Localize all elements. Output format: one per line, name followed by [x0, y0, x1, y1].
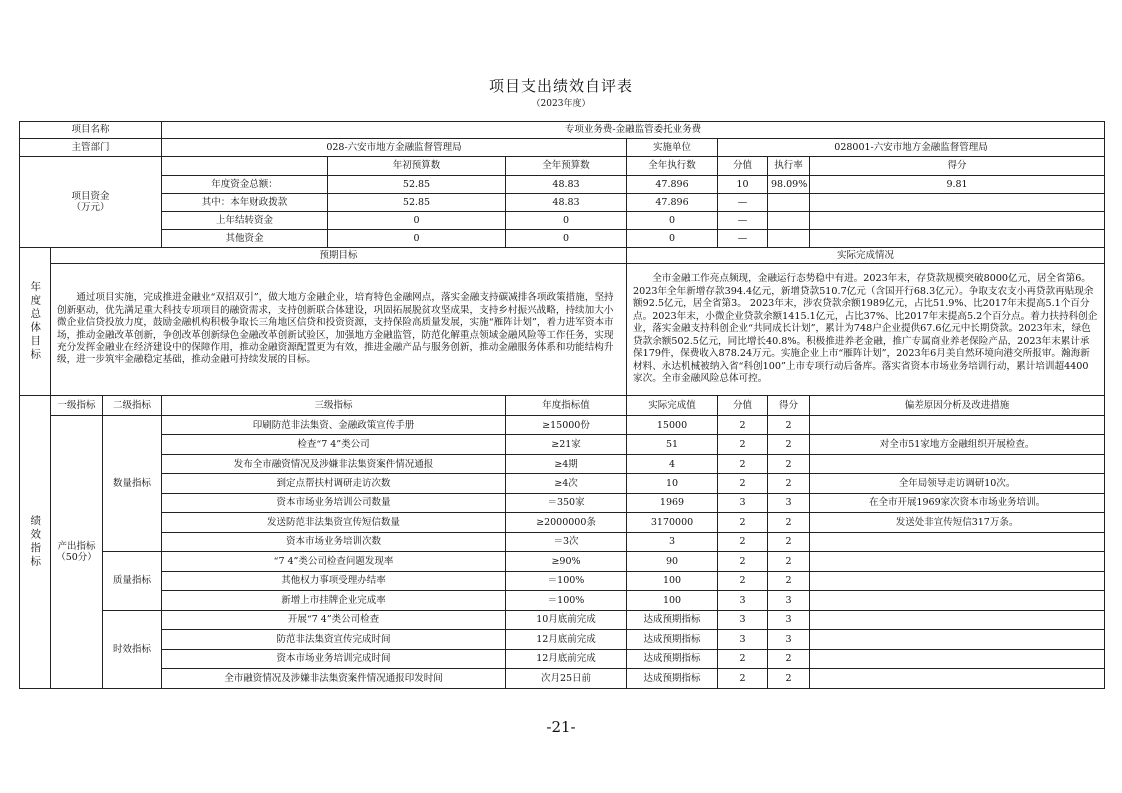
indicator-header: 偏差原因分析及改进措施	[810, 395, 1105, 415]
indicator-row	[20, 610, 1105, 629]
indicator-note	[810, 630, 1105, 649]
funds-row-label: 年度资金总额：	[162, 175, 328, 193]
funds-score-value: 10	[718, 175, 768, 193]
indicator-target: ≥4期	[506, 454, 627, 473]
indicator-points: 3	[718, 493, 768, 512]
indicator-header: 分值	[718, 395, 768, 415]
funds-annual: 48.83	[506, 175, 627, 193]
level1-indicator: 产出指标 （50分）	[51, 415, 103, 688]
indicator-target: ≥15000份	[506, 415, 627, 434]
indicator-actual: 3170000	[627, 513, 718, 532]
indicator-points: 2	[718, 552, 768, 571]
indicator-note	[810, 591, 1105, 610]
funds-initial: 52.85	[328, 193, 506, 211]
indicator-actual: 100	[627, 591, 718, 610]
indicator-note	[810, 532, 1105, 551]
indicator-points: 2	[718, 669, 768, 689]
indicator-note: 对全市51家地方金融组织开展检查。	[810, 435, 1105, 454]
funds-score	[810, 211, 1105, 229]
indicator-score: 2	[768, 532, 810, 551]
indicator-header: 得分	[768, 395, 810, 415]
indicator-header: 年度指标值	[506, 395, 627, 415]
level2-indicator: 质量指标	[103, 552, 162, 610]
indicator-points: 2	[718, 571, 768, 590]
indicator-points: 2	[718, 435, 768, 454]
indicator-actual: 3	[627, 532, 718, 551]
indicator-note	[810, 669, 1105, 689]
indicator-row	[20, 552, 1105, 571]
indicator-actual: 10	[627, 474, 718, 493]
funds-rate	[768, 230, 810, 248]
indicator-score: 3	[768, 610, 810, 629]
funds-rate	[768, 193, 810, 211]
funds-executed: 47.896	[627, 175, 718, 193]
indicator-score: 3	[768, 591, 810, 610]
level3-indicator: 到定点帮扶村调研走访次数	[162, 474, 506, 493]
level3-indicator: “7 4”类公司检查问题发现率	[162, 552, 506, 571]
page-subtitle: （2023年度）	[531, 99, 591, 109]
indicator-target: ≥21家	[506, 435, 627, 454]
indicator-target: ≥2000000条	[506, 513, 627, 532]
indicator-actual: 15000	[627, 415, 718, 434]
level3-indicator: 开展“7 4”类公司检查	[162, 610, 506, 629]
level3-indicator: 防范非法集资宣传完成时间	[162, 630, 506, 649]
funds-row-label: 其他资金	[162, 230, 328, 248]
indicator-row	[20, 474, 1105, 493]
indicator-header: 一级指标	[51, 395, 103, 415]
indicator-header: 二级指标	[103, 395, 162, 415]
indicator-note	[810, 610, 1105, 629]
indicator-note	[810, 552, 1105, 571]
funds-annual: 0	[506, 211, 627, 229]
indicator-row	[20, 649, 1105, 668]
goals-section-label: 年度总体目标	[20, 248, 51, 396]
level3-indicator: 印刷防范非法集资、金融政策宣传手册	[162, 415, 506, 434]
indicator-row	[20, 415, 1105, 434]
indicator-row	[20, 669, 1105, 689]
indicator-target: ＝100%	[506, 571, 627, 590]
expected-goal-header: 预期目标	[51, 248, 627, 264]
indicator-target: 12月底前完成	[506, 630, 627, 649]
funds-annual: 48.83	[506, 193, 627, 211]
indicator-target: ≥90%	[506, 552, 627, 571]
funds-header: 全年执行数	[627, 157, 718, 175]
level3-indicator: 新增上市挂牌企业完成率	[162, 591, 506, 610]
indicators-section-label: 绩效指标	[20, 395, 51, 688]
indicator-score: 2	[768, 415, 810, 434]
indicator-points: 3	[718, 591, 768, 610]
indicator-note: 全年局领导走访调研10次。	[810, 474, 1105, 493]
indicator-note	[810, 649, 1105, 668]
indicator-target: ＝100%	[506, 591, 627, 610]
level3-indicator: 检查“7 4”类公司	[162, 435, 506, 454]
indicator-note	[810, 454, 1105, 473]
funds-row-label: 上年结转资金	[162, 211, 328, 229]
funds-row	[20, 211, 1105, 229]
indicator-target: 10月底前完成	[506, 610, 627, 629]
funds-rate	[768, 211, 810, 229]
indicator-target: ＝3次	[506, 532, 627, 551]
funds-row	[20, 230, 1105, 248]
level3-indicator: 发送防范非法集资宣传短信数量	[162, 513, 506, 532]
indicator-actual: 100	[627, 571, 718, 590]
indicator-score: 2	[768, 513, 810, 532]
level3-indicator: 资本市场业务培训次数	[162, 532, 506, 551]
indicator-points: 2	[718, 454, 768, 473]
level3-indicator: 资本市场业务培训公司数量	[162, 493, 506, 512]
level3-indicator: 全市融资情况及涉嫌非法集资案件情况通报印发时间	[162, 669, 506, 689]
project-name-label: 项目名称	[20, 122, 162, 139]
indicator-row	[20, 532, 1105, 551]
indicator-points: 3	[718, 630, 768, 649]
funds-score: 9.81	[810, 175, 1105, 193]
funds-executed: 0	[627, 230, 718, 248]
unit-label: 实施单位	[627, 139, 718, 157]
indicator-row	[20, 630, 1105, 649]
funds-header: 得分	[810, 157, 1105, 175]
funds-score-value: —	[718, 193, 768, 211]
indicator-actual: 90	[627, 552, 718, 571]
indicator-score: 2	[768, 669, 810, 689]
funds-initial: 52.85	[328, 175, 506, 193]
indicator-row	[20, 591, 1105, 610]
funds-executed: 0	[627, 211, 718, 229]
indicator-note: 在全市开展1969家次资本市场业务培训。	[810, 493, 1105, 512]
indicator-score: 3	[768, 493, 810, 512]
funds-label: 项目资金 （万元）	[20, 157, 162, 248]
indicator-target: 12月底前完成	[506, 649, 627, 668]
indicator-row	[20, 454, 1105, 473]
level3-indicator: 发布全市融资情况及涉嫌非法集资案件情况通报	[162, 454, 506, 473]
funds-row	[20, 193, 1105, 211]
indicator-actual: 达成预期指标	[627, 630, 718, 649]
indicator-row	[20, 513, 1105, 532]
indicator-note	[810, 415, 1105, 434]
indicator-score: 3	[768, 630, 810, 649]
indicator-points: 2	[718, 415, 768, 434]
unit-value: 028001-六安市地方金融监督管理局	[718, 139, 1105, 157]
indicator-points: 2	[718, 513, 768, 532]
funds-header: 全年预算数	[506, 157, 627, 175]
funds-annual: 0	[506, 230, 627, 248]
expected-goal-text: 通过项目实施，完成推进金融业“双招双引”，做大地方金融企业，培育特色金融网点，落实金融支持碳减排各项政策措施，坚持创新驱动，优先满足重大科技专项项目的融资需求，支持创新联合体建设，巩固拓展脱贫攻坚成果，支持乡村振兴战略，持续加大小微企业信贷投放力度，鼓励金融机构积极争取长三角地区信贷和投资资源，支持保险高质量发展，实施“雁阵计划”，着力进军资本市场，推动金融改革创新，争创改革创新绿色金融改革创新试验区，加强地方金融监管，防范化解重点领域金融风险等工作任务，实现充分发挥金融业在经济建设中的保障作用，推动金融资源配置更为有效，推进金融产品与服务创新，推动金融服务体系和功能结构升级，进一步筑牢金融稳定基础，推动金融可持续发展的目标。	[51, 264, 627, 395]
actual-result-header: 实际完成情况	[627, 248, 1105, 264]
funds-header-blank	[162, 157, 328, 175]
actual-result-text: 全市金融工作亮点频现，金融运行态势稳中有进。2023年末，存贷款规模突破8000亿元，居全省第6。2023年全年新增存款394.4亿元，新增贷款510.7亿元（含国开行68.3亿元）。争取支农支小再贷款再贴现余额92.5亿元，居全省第3。 2023年末，涉农贷款余额1989亿元，占比51.9%、比2017年末提高5.1个百分点。2023年末，小微企业贷款余额1415.1亿元，占比37%、比2017年末提高5.2个百分点。着力扶持科创企业，落实金融支持科创企业“共同成长计划”，累计为748户企业提供67.6亿元中长期贷款。2023年末，绿色贷款余额502.5亿元，同比增长40.8%。积极推进养老金融，推广专属商业养老保险产品，2023年末累计承保179件，保费收入878.24万元。实施企业上市“雁阵计划”，2023年6月美自然环境向港交所报审。瀚海新材料、永达机械被纳入省“科创100”上市专项行动后备库。落实省资本市场业务培训行动，累计培训超4400家次。全市金融风险总体可控。	[627, 264, 1105, 395]
indicator-note	[810, 571, 1105, 590]
funds-initial: 0	[328, 211, 506, 229]
indicator-score: 2	[768, 435, 810, 454]
level2-indicator: 数量指标	[103, 415, 162, 551]
funds-initial: 0	[328, 230, 506, 248]
indicator-score: 2	[768, 571, 810, 590]
dept-label: 主管部门	[20, 139, 162, 157]
indicator-actual: 达成预期指标	[627, 649, 718, 668]
indicator-target: ≥4次	[506, 474, 627, 493]
indicator-row	[20, 435, 1105, 454]
dept-value: 028-六安市地方金融监督管理局	[162, 139, 627, 157]
indicator-row	[20, 571, 1105, 590]
project-name-value: 专项业务费-金融监管委托业务费	[162, 122, 1105, 139]
page-number: -21-	[546, 718, 576, 736]
funds-header: 执行率	[768, 157, 810, 175]
funds-rate: 98.09%	[768, 175, 810, 193]
indicator-points: 2	[718, 532, 768, 551]
indicator-target: 次月25日前	[506, 669, 627, 689]
indicator-header: 三级指标	[162, 395, 506, 415]
level3-indicator: 其他权力事项受理办结率	[162, 571, 506, 590]
funds-row	[20, 175, 1105, 193]
indicator-score: 2	[768, 474, 810, 493]
performance-table	[19, 121, 1105, 689]
indicator-actual: 51	[627, 435, 718, 454]
funds-header: 年初预算数	[328, 157, 506, 175]
funds-score	[810, 193, 1105, 211]
indicator-points: 2	[718, 649, 768, 668]
funds-executed: 47.896	[627, 193, 718, 211]
funds-score-value: —	[718, 230, 768, 248]
level2-indicator: 时效指标	[103, 610, 162, 688]
funds-row-label: 其中：本年财政拨款	[162, 193, 328, 211]
indicator-actual: 达成预期指标	[627, 669, 718, 689]
indicator-note: 发送处非宣传短信317万条。	[810, 513, 1105, 532]
indicator-score: 2	[768, 649, 810, 668]
page-title: 项目支出绩效自评表	[488, 77, 633, 95]
indicator-points: 3	[718, 610, 768, 629]
indicator-actual: 1969	[627, 493, 718, 512]
indicator-actual: 4	[627, 454, 718, 473]
indicator-header: 实际完成值	[627, 395, 718, 415]
funds-score	[810, 230, 1105, 248]
indicator-target: ＝350家	[506, 493, 627, 512]
level3-indicator: 资本市场业务培训完成时间	[162, 649, 506, 668]
indicator-score: 2	[768, 552, 810, 571]
funds-score-value: —	[718, 211, 768, 229]
funds-header: 分值	[718, 157, 768, 175]
indicator-points: 2	[718, 474, 768, 493]
indicator-actual: 达成预期指标	[627, 610, 718, 629]
indicator-score: 2	[768, 454, 810, 473]
indicator-row	[20, 493, 1105, 512]
